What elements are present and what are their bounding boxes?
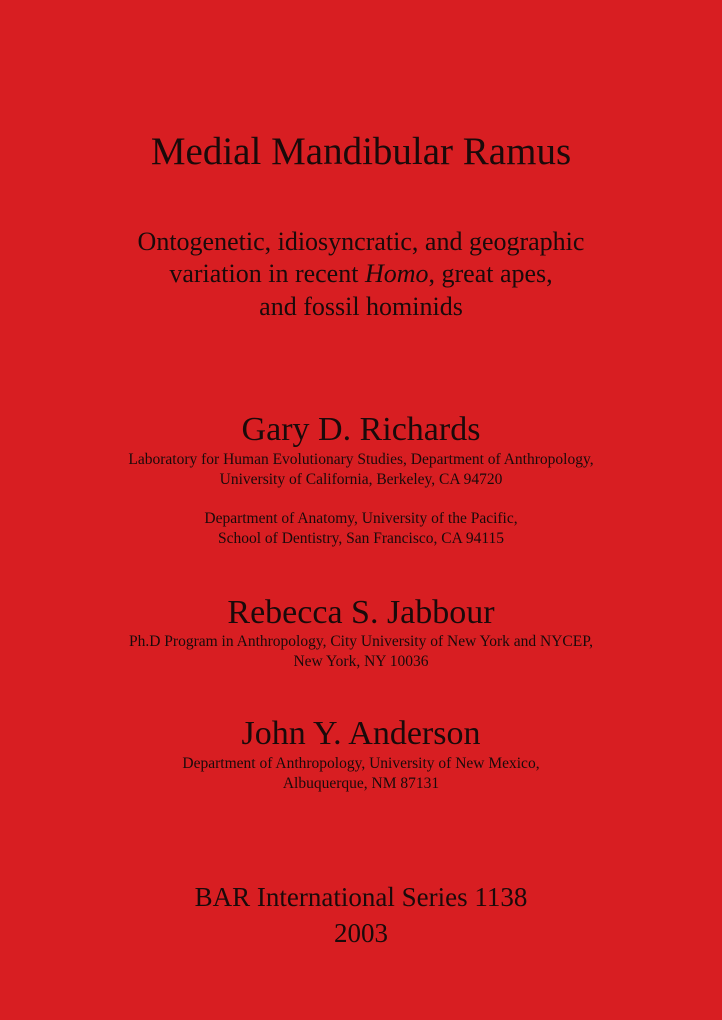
author-2-affiliation-line-2: New York, NY 10036 xyxy=(293,653,429,670)
author-1-affiliation-line-3: Department of Anatomy, University of the Pacific, xyxy=(204,510,518,527)
subtitle-line-1: Ontogenetic, idiosyncratic, and geographic xyxy=(137,227,585,256)
subtitle-line-2-end: , great apes, xyxy=(428,259,553,288)
author-2-affiliation-line-1: Ph.D Program in Anthropology, City University of New York and NYCEP, xyxy=(128,633,593,650)
author-name-2: Rebecca S. Jabbour xyxy=(227,594,495,631)
publication-year: 2003 xyxy=(334,918,388,948)
author-name-3: John Y. Anderson xyxy=(241,715,481,752)
author-1-affiliation-line-2: University of California, Berkeley, CA 94720 xyxy=(219,471,503,488)
author-1-affiliation-line-4: School of Dentistry, San Francisco, CA 94115 xyxy=(217,530,504,547)
subtitle-italic-genus: Homo xyxy=(364,259,429,288)
author-3-affiliation-line-2: Albuquerque, NM 87131 xyxy=(282,775,440,792)
author-1-affiliation-line-1: Laboratory for Human Evolutionary Studies, Department of Anthropology, xyxy=(128,451,594,468)
book-title: Medial Mandibular Ramus xyxy=(150,130,572,173)
subtitle-line-2-start: variation in recent xyxy=(169,259,365,288)
author-name-1: Gary D. Richards xyxy=(241,411,481,448)
subtitle-line-3: and fossil hominids xyxy=(259,292,463,321)
series-label: BAR International Series 1138 xyxy=(194,882,528,912)
author-3-affiliation-line-1: Department of Anthropology, University of New Mexico, xyxy=(182,755,540,772)
subtitle-line-2 xyxy=(0,261,722,287)
